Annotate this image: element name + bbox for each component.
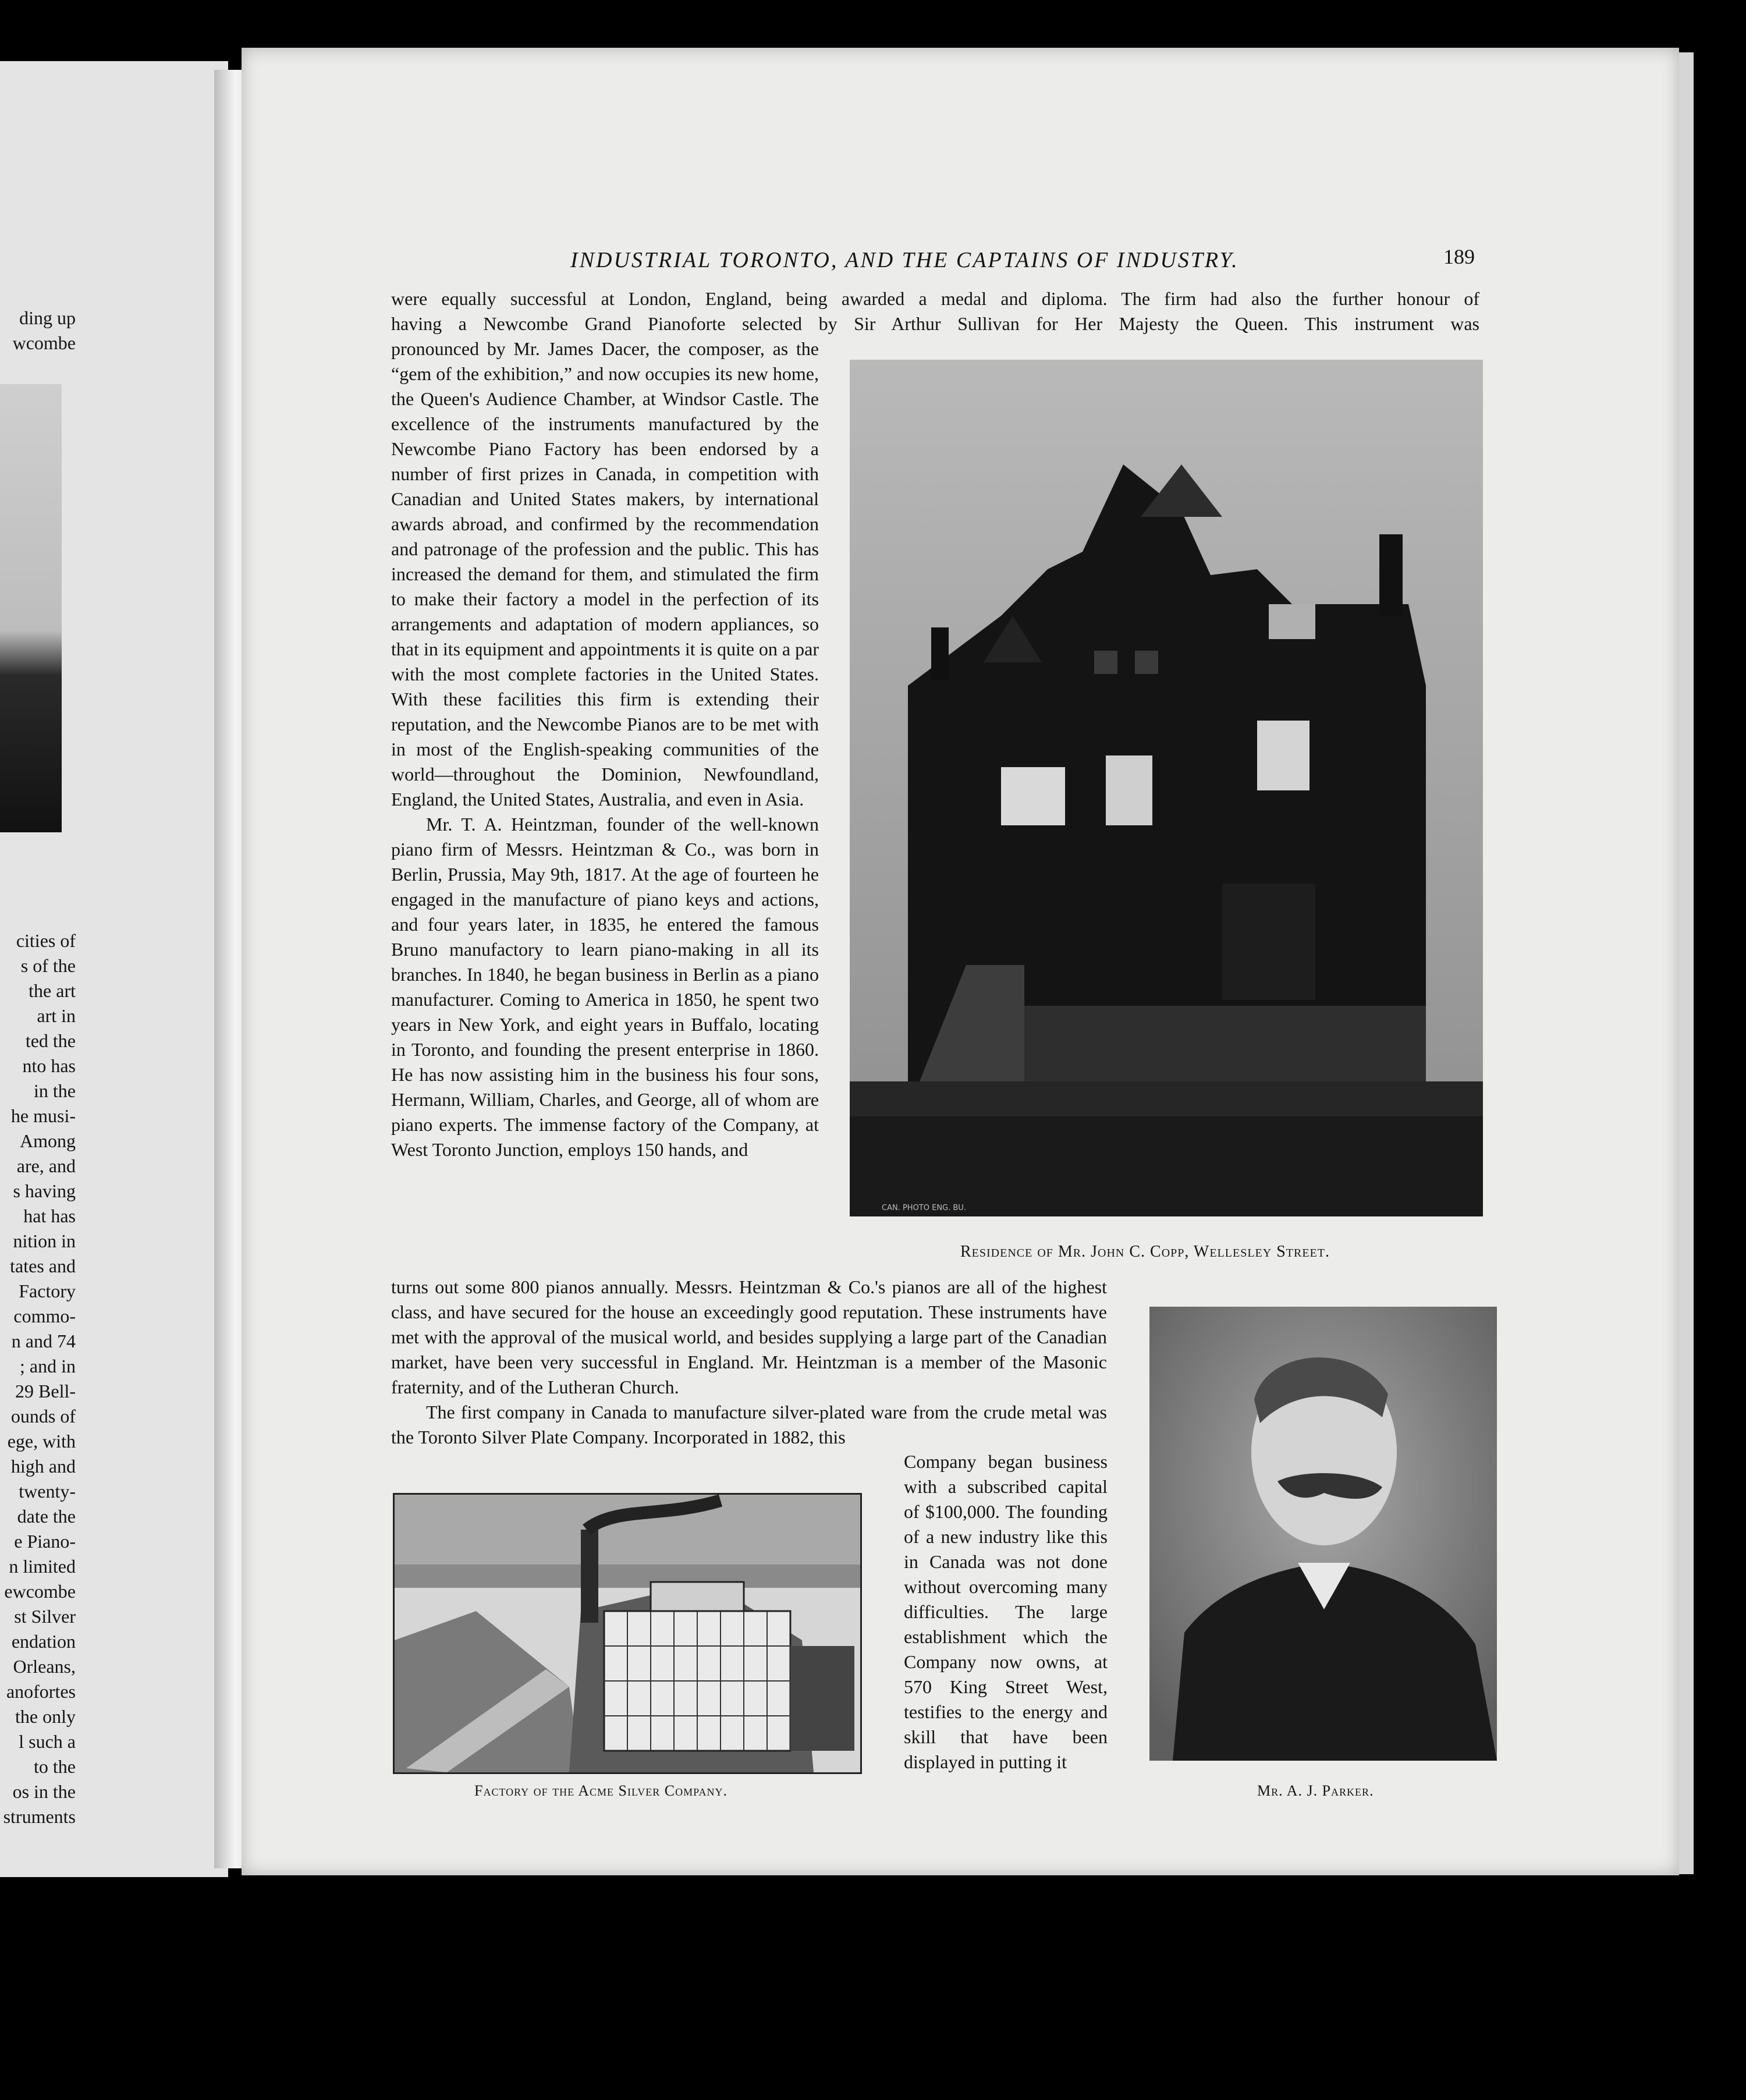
intro-line: having a Newcombe Grand Pianoforte selected by Sir Arthur Sullivan for Her Majesty the Queen. This instrument was [391, 313, 1479, 334]
previous-page-line: ted the [25, 1030, 76, 1051]
previous-page-line: he musi- [10, 1105, 76, 1126]
previous-page-line: ege, with [7, 1431, 76, 1452]
previous-page-line: ; and in [20, 1356, 76, 1377]
previous-page-line: the only [15, 1706, 76, 1727]
previous-page-line: os in the [12, 1781, 76, 1802]
previous-page-line: e Piano- [14, 1531, 76, 1552]
factory-drawing [395, 1495, 860, 1772]
previous-page-line: art in [37, 1005, 76, 1026]
previous-page-top-text [0, 306, 76, 358]
paragraph: turns out some 800 pianos annually. Messrs. Heintzman & Co.'s pianos are all of the highest class, and have secured for the house an exceedingly good reputation. These instruments have met with the approval of the musical world, and besides supplying a large part of the Canadian market, have been very successful in England. Mr. Heintzman is a member of the Masonic fraternity, and of the Lutheran Church. [391, 1276, 1107, 1397]
page-edge [1679, 52, 1694, 1874]
previous-page-line: Among [20, 1130, 76, 1151]
previous-page-fragment [0, 61, 228, 1877]
page-number: 189 [1443, 245, 1475, 268]
previous-page-line: twenty- [19, 1481, 76, 1502]
previous-page-line: s of the [20, 955, 76, 976]
previous-page-line: the art [29, 980, 76, 1001]
previous-page-line: commo- [13, 1306, 76, 1326]
previous-page-photo [0, 384, 62, 832]
previous-page-line: in the [34, 1080, 76, 1101]
residence-illustration [850, 360, 1483, 1216]
previous-page-line: anofortes [6, 1681, 76, 1702]
previous-page-line: st Silver [14, 1606, 76, 1627]
residence-caption: Residence of Mr. John C. Copp, Wellesley Street. [960, 1243, 1330, 1261]
previous-page-line: to the [34, 1756, 76, 1777]
previous-page-line: wcombe [12, 332, 76, 353]
paragraph: The first company in Canada to manufacture silver-plated ware from the crude metal was the Toronto Silver Plate Company. Incorporated in 1882, this [391, 1402, 1107, 1448]
photo-credit: CAN. PHOTO ENG. BU. [882, 1204, 966, 1212]
previous-page-line: date the [17, 1506, 76, 1527]
running-title: INDUSTRIAL TORONTO, AND THE CAPTAINS OF INDUSTRY. [570, 248, 1239, 272]
previous-page-line: struments [3, 1806, 76, 1827]
previous-page-line: n limited [9, 1556, 76, 1577]
narrow-column-text [904, 1449, 1108, 1775]
portrait-photo [1149, 1307, 1497, 1761]
previous-page-line: ounds of [10, 1406, 76, 1427]
previous-page-line: s having [13, 1180, 76, 1201]
previous-page-line: nition in [13, 1230, 76, 1251]
previous-page-line: tates and [10, 1255, 76, 1276]
previous-page-line: cities of [16, 930, 76, 951]
previous-page-line: are, and [16, 1155, 76, 1176]
intro-line: were equally successful at London, England, being awarded a medal and diploma. The firm had also the further honour of [391, 288, 1479, 309]
paragraph: Company began business with a subscribed capital of $100,000. The founding of a new industry like this in Canada was not done without overcoming many difficulties. The large establishment which the Company now owns, at 570 King Street West, testifies to the energy and skill that have been displayed in putting it [904, 1451, 1108, 1772]
previous-page-line: ding up [19, 307, 76, 328]
factory-illustration [393, 1493, 862, 1774]
previous-page-line: n and 74 [11, 1331, 76, 1351]
intro-text [391, 286, 1479, 336]
previous-page-line: high and [10, 1456, 76, 1477]
previous-page-line: l such a [19, 1731, 76, 1752]
residence-photo [850, 360, 1483, 1216]
previous-page-line: 29 Bell- [15, 1381, 76, 1402]
paragraph: Mr. T. A. Heintzman, founder of the well-known piano firm of Messrs. Heintzman & Co., was born in Berlin, Prussia, May 9th, 1817. At the age of fourteen he engaged in the manufacture of piano keys and actions, and four years later, in 1835, he entered the famous Bruno manufactory to learn piano-making in all its branches. In 1840, he began business in Berlin as a piano manufacturer. Coming to America in 1850, he spent two years in New York, and eight years in Buffalo, locating in Toronto, and founding the present enterprise in 1860. He has now assisting him in the business his four sons, Hermann, William, Charles, and George, all of whom are piano experts. The immense factory of the Company, at West Toronto Junction, employs 150 hands, and [391, 814, 819, 1160]
previous-page-line: Factory [19, 1280, 76, 1301]
factory-caption: Factory of the Acme Silver Company. [474, 1782, 728, 1799]
left-column-text [391, 336, 819, 1162]
paragraph: pronounced by Mr. James Dacer, the composer, as the “gem of the exhibition,” and now occupies its new home, the Queen's Audience Chamber, at Windsor Castle. The excellence of the instruments manufactured by the Newcombe Piano Factory has been endorsed by a number of first prizes in Canada, in competition with Canadian and United States makers, by international awards abroad, and confirmed by the recommendation and patronage of the profession and the public. This has increased the demand for them, and stimulated the firm to make their factory a model in the perfection of its arrangements and adaptation of modern appliances, so that in its equipment and appointments it is quite on a par with the most complete factories in the United States. With these facilities this firm is extending their reputation, and the Newcombe Pianos are to be met with in most of the English-speaking communities of the world—throughout the Dominion, Newfoundland, England, the United States, Australia, and even in Asia. [391, 338, 819, 810]
middle-text [391, 1275, 1107, 1450]
previous-page-line: Orleans, [13, 1656, 76, 1677]
previous-page-line: endation [11, 1631, 76, 1652]
previous-page-line: ewcombe [4, 1581, 76, 1602]
portrait-illustration [1149, 1307, 1497, 1761]
previous-page-line: hat has [23, 1205, 76, 1226]
previous-page-line: nto has [22, 1055, 76, 1076]
portrait-caption: Mr. A. J. Parker. [1257, 1782, 1374, 1799]
